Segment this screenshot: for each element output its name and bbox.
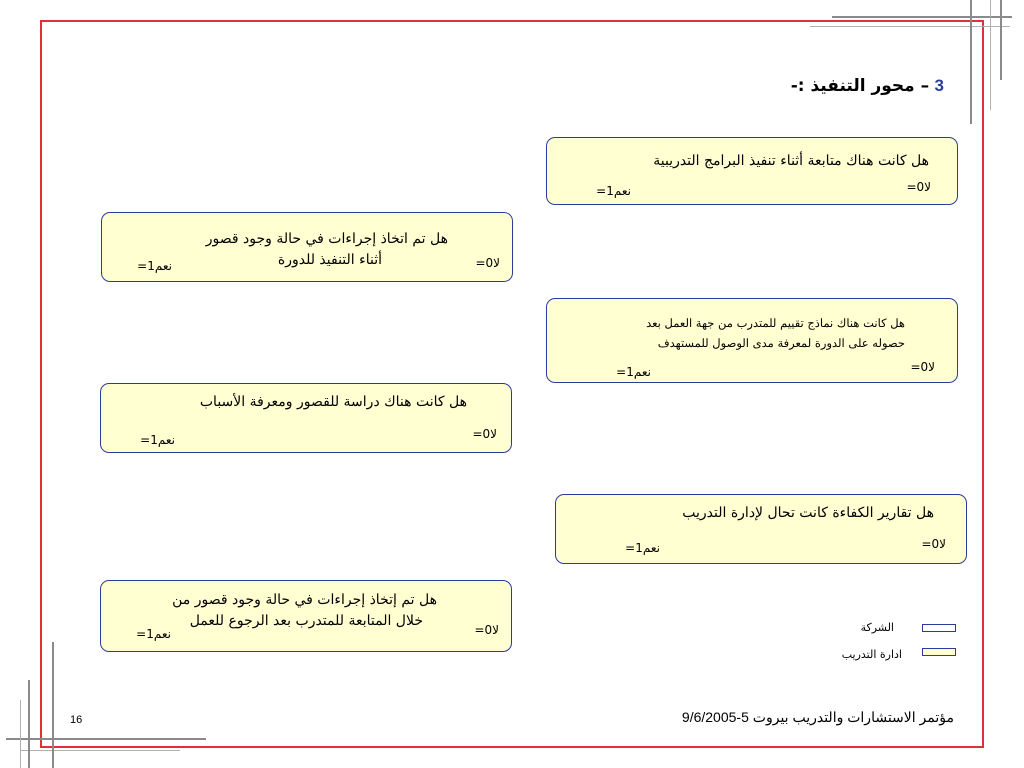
option-no: لا0= [906, 180, 931, 194]
question-text-line2: خلال المتابعة للمتدرب بعد الرجوع للعمل [189, 613, 423, 629]
legend-swatch-training-dept [922, 648, 956, 656]
question-box-actions-after [100, 580, 512, 652]
legend-label-company: الشركة [860, 621, 894, 634]
footer-text: مؤتمر الاستشارات والتدريب بيروت 5-9/6/2005 [681, 709, 954, 725]
question-box-deficiency-study [100, 383, 512, 453]
option-no: لا0= [921, 537, 946, 551]
option-no: لا0= [472, 427, 497, 441]
question-box-evaluation-forms [546, 298, 958, 383]
question-text: هل تم إتخاذ إجراءات في حالة وجود قصور من [172, 592, 437, 608]
corner-bl-vline-1 [28, 680, 30, 768]
option-no: لا0= [910, 360, 935, 374]
question-text-line2: أثناء التنفيذ للدورة [277, 252, 382, 268]
option-yes: نعم1= [140, 433, 175, 447]
option-yes: نعم1= [596, 184, 631, 198]
frame-left-line [40, 20, 42, 748]
frame-top-line [40, 20, 984, 22]
page-title [791, 76, 944, 96]
question-text: هل تقارير الكفاءة كانت تحال لإدارة التدريب [682, 505, 934, 521]
title-number: 3 [934, 76, 944, 95]
question-box-competency-reports [555, 494, 967, 564]
corner-bl-vline-3 [52, 642, 54, 768]
page-number: 16 [70, 714, 83, 726]
corner-tr-hline-2 [810, 26, 1010, 27]
corner-bl-hline-2 [20, 750, 180, 751]
option-yes: نعم1= [616, 365, 651, 379]
title-text: – محور التنفيذ :- [790, 76, 930, 96]
frame-right-line [982, 20, 984, 748]
question-box-actions-during [101, 212, 513, 282]
corner-tr-vline-1 [970, 0, 972, 124]
corner-tr-vline-3 [1000, 0, 1002, 80]
corner-bl-hline-1 [6, 738, 206, 740]
option-no: لا0= [475, 256, 500, 270]
corner-tr-vline-2 [990, 0, 991, 110]
corner-bl-vline-2 [20, 700, 21, 768]
question-text-line2: حصوله على الدورة لمعرفة مدى الوصول للمستهدف [657, 336, 905, 350]
corner-tr-hline-1 [832, 16, 1012, 18]
option-yes: نعم1= [137, 259, 172, 273]
question-text: هل كانت هناك دراسة للقصور ومعرفة الأسباب [199, 394, 467, 410]
question-text: هل كانت هناك متابعة أثناء تنفيذ البرامج التدريبية [653, 153, 929, 169]
legend-swatch-company [922, 624, 956, 632]
question-box-monitoring [546, 137, 958, 205]
question-text: هل تم اتخاذ إجراءات في حالة وجود قصور [205, 231, 448, 247]
option-no: لا0= [474, 623, 499, 637]
legend-label-training-dept: ادارة التدريب [841, 648, 902, 661]
question-text: هل كانت هناك نماذج تقييم للمتدرب من جهة العمل بعد [646, 316, 905, 330]
frame-bottom-line [40, 746, 984, 748]
option-yes: نعم1= [625, 541, 660, 555]
option-yes: نعم1= [136, 627, 171, 641]
